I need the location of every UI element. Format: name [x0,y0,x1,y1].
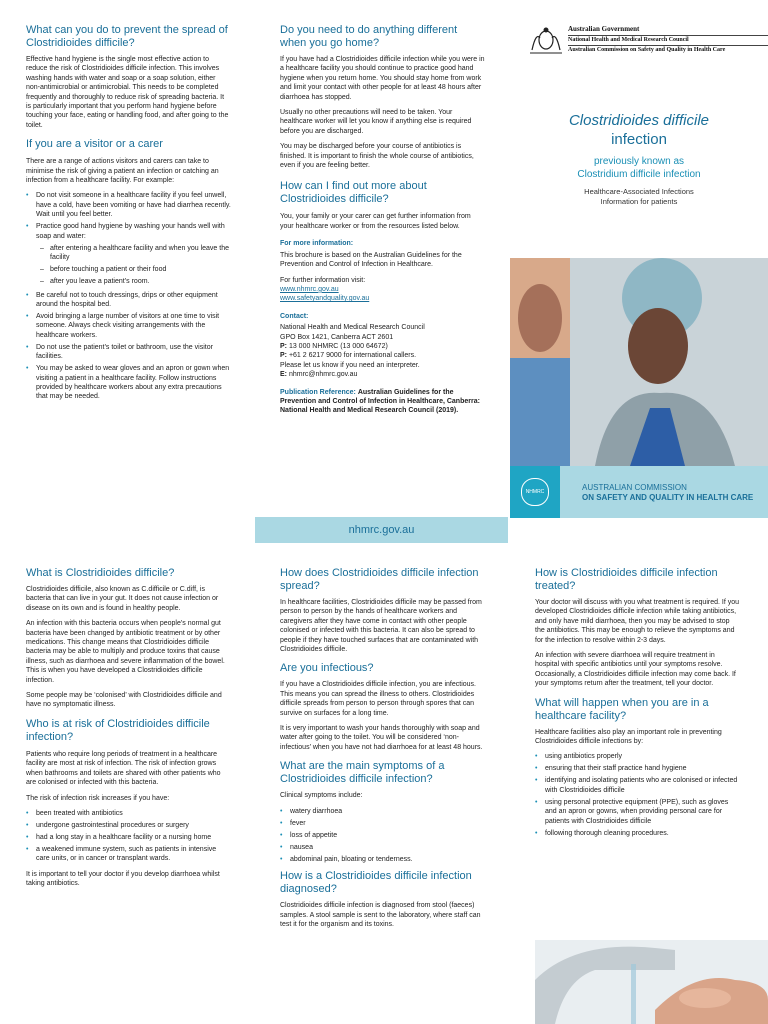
link-safetyandquality[interactable]: www.safetyandquality.gov.au [280,295,370,303]
pubref-label: Publication Reference: [280,388,356,396]
list-item: • undergone gastrointestinal procedures or surgery [36,821,226,830]
list-item: • had a long stay in a healthcare facility or a nursing home [36,833,226,842]
gov-line: Australian Commission on Safety and Quality in Health Care [568,47,726,53]
list-item: • abdominal pain, bloating or tenderness. [290,855,485,864]
para-home-1: If you have had a Clostridioides difficile infection while you were in a healthcare facility you should continue to practice good hand hygiene when you return home. You should stay home from work and limit your contact with other people for at least 48 hours after diarrhoea has stopped. [280,56,485,101]
heading-symptoms: What are the main symptoms of a Clostridioides difficile infection? [280,760,445,786]
list-item: • using antibiotics properly [545,752,740,761]
website-band-text[interactable]: nhmrc.gov.au [348,524,415,536]
cover-prev-name: Clostridium difficile infection [577,169,701,180]
facility-bullets [535,752,740,838]
heading-home: Do you need to do anything different when you go home? [280,24,458,49]
gov-line: National Health and Medical Research Council [568,36,768,46]
para-at-risk-2: The risk of infection risk increases if you have: [26,794,170,802]
cover-subtitle-1: Healthcare-Associated Infections [584,187,694,196]
cover-title-line1: Clostridioides difficile [568,112,710,129]
cover-prev-known: previously known as [593,156,685,167]
coat-of-arms-icon [526,26,566,56]
list-item: – after you leave a patient’s room. [50,277,231,286]
para-find-out-more: You, your family or your carer can get further information from your healthcare worker or from the resources listed below. [280,213,471,230]
list-item: • been treated with antibiotics [36,809,226,818]
hand-hygiene-sub-bullets [26,244,231,287]
para-diagnosed: Clostridioides difficile infection is diagnosed from stool (faeces) samples. A stool sample is sent to the laboratory, where staff can test it for the organism and its toxins. [280,902,481,928]
logo-band [510,466,768,518]
list-item: • identifying and isolating patients who are colonised or infected with Clostridioides difficile [545,776,740,795]
contact-line: GPO Box 1421, Canberra ACT 2601 [280,333,394,341]
list-item: • fever [290,819,485,828]
contact-line: National Health and Medical Research Council [280,324,425,332]
symptom-bullets [280,807,485,864]
para-treated-1: Your doctor will discuss with you what treatment is required. If you developed Clostridioides difficile infection while taking antibiotics, and only have mild diarrhoea, then you may be advised to stop the antibiotics. This may be enough to relieve the symptoms and for the infection to resolve within 2-3 days. [535,599,740,644]
para-visitor: There are a range of actions visitors and carers can take to minimise the risk of giving a patient an infection or catching an infection from a healthcare facility. For example: [26,158,219,185]
para-brochure-based: This brochure is based on the Australian Guidelines for the Prevention and Control of Infection in Healthcare. [280,251,462,269]
heading-at-risk: Who is at risk of Clostridioides difficile infection? [26,717,210,743]
para-prevention: Effective hand hygiene is the single most effective action to reduce the risk of Clostridioides difficile infection. This involves washing hands with water and soap or a soap solution, either non-antimicrobial or antimicrobial. This needs to be completed frequently and thoroughly to reduce risk of spreading bacteria. It is particularly important that you perform hand hygiene before touching your face, eating or handling food, and after going to the toilet. [26,56,229,129]
interpreter-note: Please let us know if you need an interpreter. [280,361,420,369]
gov-block [568,25,768,55]
para-treated-2: An infection with severe diarrhoea will require treatment in hospital with specific antibiotics until your symptoms resolve. Occasionally, a Clostridioides difficile infection may come back. If your symptoms return after the treatment, tell your doctor. [535,652,736,688]
para-what-is-1: Clostridioides difficile, also known as C.difficile or C.diff, is bacteria that can live in your gut. It does not cause infection or disease on its own and is found in healthy people. [26,586,219,612]
list-item: • ensuring that their staff practice hand hygiene [545,764,740,773]
heading-treated: How is Clostridioides difficile infection treated? [535,567,718,592]
phone2-label: P: [280,352,287,360]
heading-visitor: If you are a visitor or a carer [26,138,163,151]
handwashing-photo [535,940,768,1024]
gov-line: Australian Government [568,25,768,36]
list-item: • Do not use the patient’s toilet or bathroom, use the visitor facilities. [36,343,231,362]
cover-panel [510,0,768,546]
heading-infectious: Are you infectious? [280,662,374,675]
commission-line1: AUSTRALIAN COMMISSION [582,483,687,492]
para-at-risk-3: It is important to tell your doctor if you develop diarrhoea whilst taking antibiotics. [26,870,220,888]
list-item: • You may be asked to wear gloves and an apron or gown when visiting a patient in a healthcare facility. Follow instructions provided by healthcare workers about any extra precautions that may be needed. [36,364,231,402]
risk-bullets [26,809,226,864]
list-item: • loss of appetite [290,831,485,840]
list-item: • using personal protective equipment (PPE), such as gloves and an apron or gowns, when providing personal care for patients with Clostridioides difficile [545,798,740,826]
list-item: • Be careful not to touch dressings, drips or other equipment around the hospital bed. [36,291,231,310]
phone1-label: P: [280,342,287,350]
para-symptoms: Clinical symptoms include: [280,792,363,800]
email-label: E: [280,371,287,379]
heading-diagnosed: How is a Clostridioides difficile infection diagnosed? [280,870,472,896]
list-item: • Do not visit someone in a healthcare facility if you feel unwell, have a cold, have been vomiting or have had diarrhea recently. Wait until you feel better. [36,191,231,219]
para-spread: In healthcare facilities, Clostridioides difficile may be passed from person to person by the hands of healthcare workers and caregivers after they have come in contact with other people colonised or infected with this bacteria. It can also be spread to people if they have touched surfaces that are contaminated with Clostridioides difficile. [280,599,482,654]
list-item: • Avoid bringing a large number of visitors at one time to visit someone. Always check visiting arrangements with the healthcare workers. [36,312,231,340]
list-item: • a weakened immune system, such as patients in intensive care units, or in cancer or transplant wards. [36,845,226,864]
list-item: – after entering a healthcare facility and when you leave the facility [50,244,231,263]
para-further-info: For further information visit: [280,276,366,284]
cover-photo [510,258,768,466]
phone1: 13 000 NHMRC (13 000 64672) [288,342,388,350]
para-home-3: You may be discharged before your course of antibiotics is finished. It is important to finish the whole course of antibiotics, even if you are feeling better. [280,143,474,170]
heading-facility: What will happen when you are in a healthcare facility? [535,696,709,722]
cover-subtitle-2: Information for patients [600,197,678,206]
list-item: • Practice good hand hygiene by washing your hands well with soap and water: [36,222,231,241]
para-what-is-2: An infection with this bacteria occurs when people’s normal gut bacteria have been changed by antibiotic treatment or by other medications. This change means that Clostridioides difficile bacteria may be able to multiply and produce toxins that cause illness, such as diarrhoea and severe inflammation of the bowel. This is when you have developed a Clostridioides difficile infection. [26,620,225,684]
commission-logo [582,483,762,503]
panel-prevention [26,24,231,408]
panel-spread [280,567,485,935]
para-infectious-1: If you have a Clostridioides difficile infection, you are infectious. This means you can spread the illness to others. Clostridioides difficile spreads from person to person through spores that can survive on surfaces for a long time. [280,681,476,717]
contact-label: Contact: [280,312,309,320]
para-at-risk-1: Patients who require long periods of treatment in a healthcare facility are most at risk of infection. The risk of infection grows when bathrooms and toilets are shared with other patients who are colonised or infected with this bacteria. [26,750,221,787]
para-home-2: Usually no other precautions will need to be taken. Your healthcare worker will let you know if anything else is required before you are discharged. [280,109,472,135]
heading-spread: How does Clostridioides difficile infection spread? [280,567,479,592]
panel-what-is [26,567,226,895]
list-item: – before touching a patient or their food [50,265,231,274]
panel-treated [535,567,740,844]
visitor-bullets [26,191,231,241]
website-band [255,517,508,543]
para-what-is-3: Some people may be ‘colonised’ with Clostridioides difficile and have no symptomatic illness. [26,692,222,709]
para-facility: Healthcare facilities also play an important role in preventing Clostridioides difficile infections by: [535,728,722,746]
cover-title-block [528,111,750,207]
heading-find-out-more: How can I find out more about Clostridioides difficile? [280,180,427,206]
visitor-bullets-2 [26,291,231,402]
para-infectious-2: It is very important to wash your hands thoroughly with soap and water after going to the toilet. You will be considered ‘non-infectious’ when you have not had diarrhoea for at least 48 hours. [280,725,483,751]
commission-line2: ON SAFETY AND QUALITY IN HEALTH CARE [582,493,754,502]
list-item: • following thorough cleaning procedures. [545,829,740,838]
phone2: +61 2 6217 9000 for international callers. [288,352,417,360]
nhmrc-badge-text: NHMRC [521,478,549,506]
pubref: Australian Guidelines for the Prevention and Control of Infection in Healthcare, Canberra: National Health and Medical Research Council (2019). [280,388,480,415]
heading-what-is: What is Clostridioides difficile? [26,567,175,579]
email[interactable]: nhmrc@nhmrc.gov.au [288,371,358,379]
list-item: • watery diarrhoea [290,807,485,816]
link-nhmrc[interactable]: www.nhmrc.gov.au [280,285,339,293]
nhmrc-badge [510,466,560,518]
heading-prevention: What can you do to prevent the spread of Clostridioides difficile? [26,24,228,49]
cover-title-line2: infection [611,131,667,148]
list-item: • nausea [290,843,485,852]
panel-home [280,24,485,422]
more-info-label: For more information: [280,240,354,248]
